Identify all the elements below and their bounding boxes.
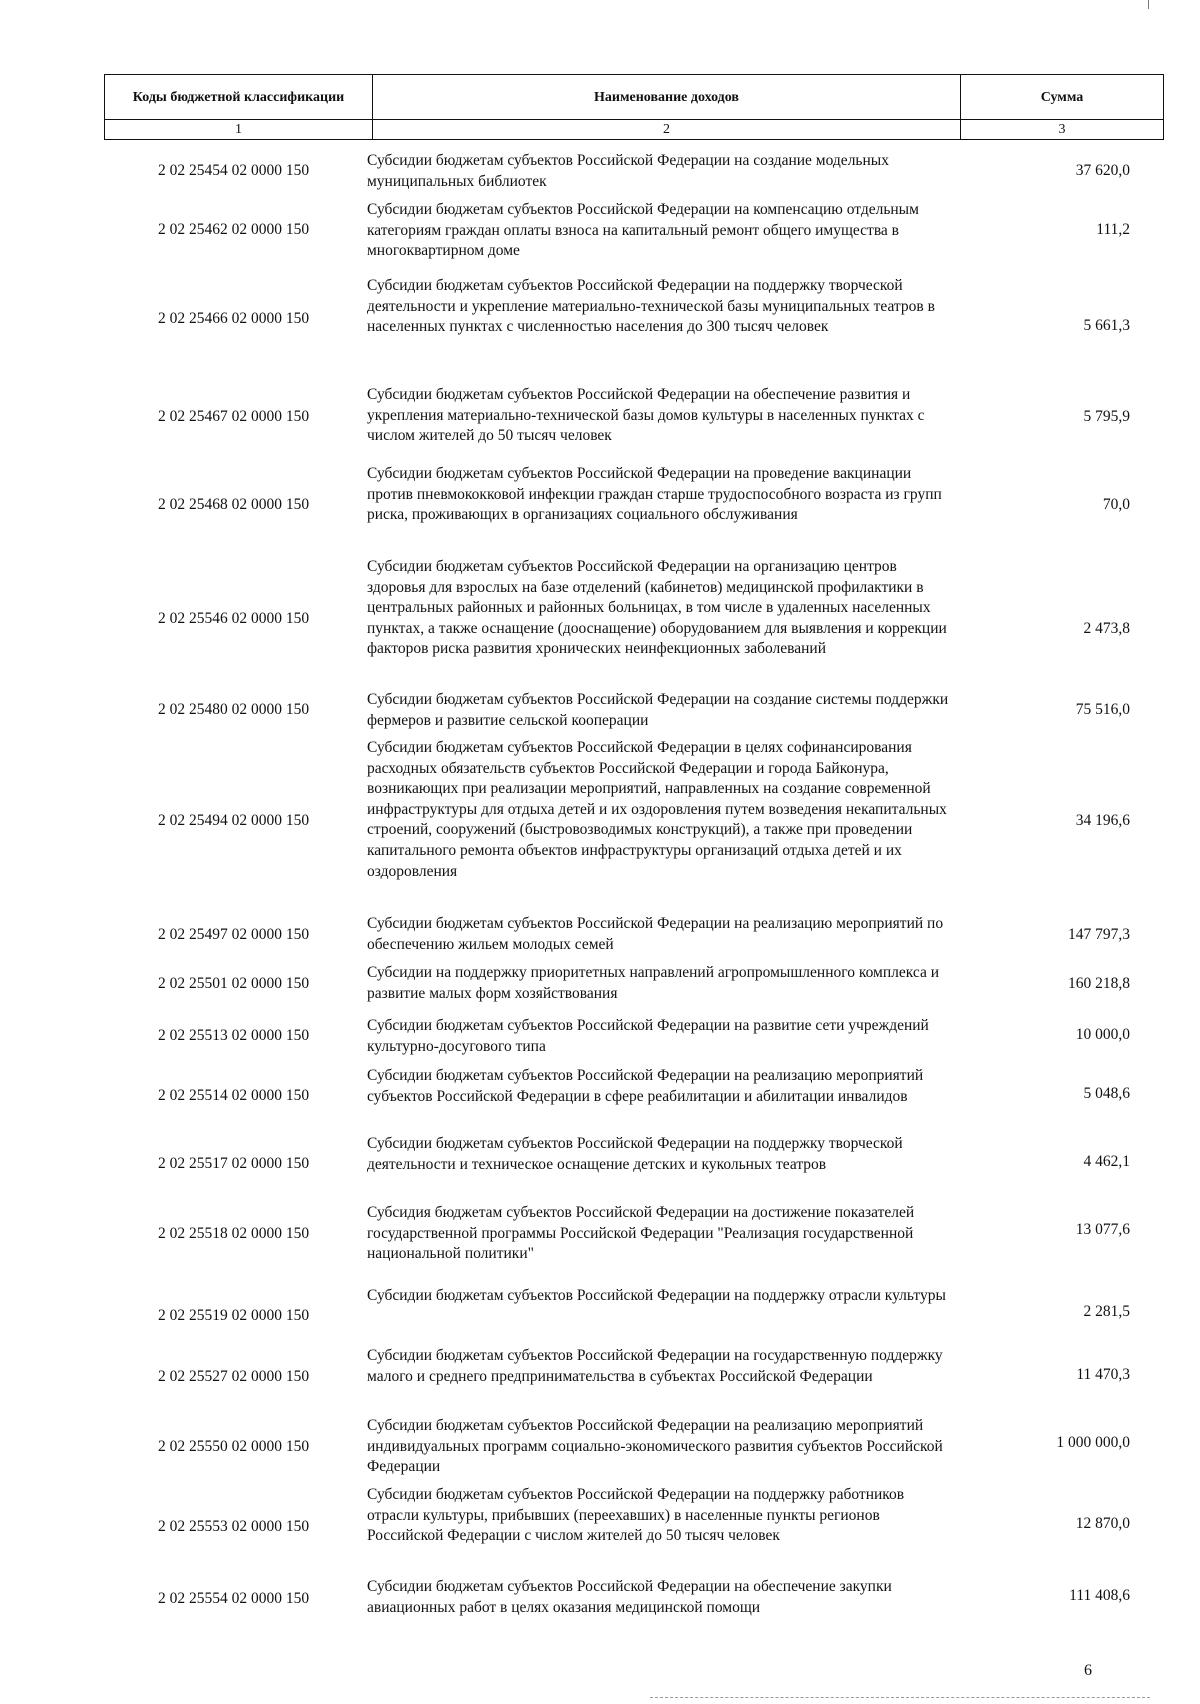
income-name: Субсидии бюджетам субъектов Российской Федерации на обеспечение закупки авиационных работ в целях оказания медицинской помощи: [367, 1578, 892, 1616]
header-col-number-3: 3: [961, 120, 1164, 140]
scan-artifact-line: [650, 1697, 1150, 1699]
scan-artifact-mark: [1148, 0, 1149, 9]
page-number: 6: [1084, 1662, 1092, 1679]
header-codes: Коды бюджетной классификации: [105, 75, 373, 120]
budget-code: 2 02 25554 02 0000 150: [157, 1590, 310, 1607]
amount: 2 281,5: [1083, 1303, 1130, 1320]
header-col-number-1: 1: [105, 120, 373, 140]
income-name: Субсидии бюджетам субъектов Российской Федерации на компенсацию отдельным категориям граждан оплаты взноса на капитальный ремонт общего имущества в многоквартирном доме: [367, 201, 919, 260]
income-name: Субсидии бюджетам субъектов Российской Федерации на реализацию мероприятий индивидуальных программ социально-экономического развития субъектов Российской Федерации: [367, 1417, 943, 1476]
budget-code: 2 02 25513 02 0000 150: [157, 1027, 310, 1044]
income-name: Субсидии бюджетам субъектов Российской Федерации на развитие сети учреждений культурно-досугового типа: [367, 1017, 929, 1055]
amount: 147 797,3: [1068, 926, 1130, 943]
income-name: Субсидии бюджетам субъектов Российской Федерации в целях софинансирования расходных обязательств субъектов Российской Федерации и города Байконура, возникающих при реализации мероприятий, направленных на создание современной инфраструктуры для отдыха детей и их оздоровления путем возведения некапитальных строений, сооружений (быстровозводимых конструкций), а также при проведении капитального ремонта объектов инфраструктуры организаций отдыха детей и их оздоровления: [367, 739, 947, 880]
income-name: Субсидии бюджетам субъектов Российской Федерации на поддержку творческой деятельности и техническое оснащение детских и кукольных театров: [367, 1135, 903, 1173]
budget-code: 2 02 25553 02 0000 150: [157, 1518, 310, 1535]
income-name: Субсидии бюджетам субъектов Российской Федерации на проведение вакцинации против пневмококковой инфекции граждан старше трудоспособного возраста из групп риска, проживающих в организациях социального обслуживания: [367, 465, 942, 524]
header-sum: Сумма: [961, 75, 1164, 120]
amount: 111,2: [1096, 221, 1130, 238]
amount: 12 870,0: [1075, 1515, 1130, 1532]
amount: 111 408,6: [1069, 1587, 1130, 1604]
amount: 160 218,8: [1068, 975, 1130, 992]
header-name: Наименование доходов: [373, 75, 961, 120]
table-header: [104, 74, 1164, 140]
income-name: Субсидии бюджетам субъектов Российской Федерации на реализацию мероприятий по обеспечению жильем молодых семей: [367, 915, 944, 953]
budget-code: 2 02 25480 02 0000 150: [157, 701, 310, 718]
income-name: Субсидии бюджетам субъектов Российской Федерации на организацию центров здоровья для взрослых на базе отделений (кабинетов) медицинской профилактики в центральных районных и районных больницах, в том числе в удаленных населенных пунктах, а также оснащение (дооснащение) оборудованием для выявления и коррекции факторов риска развития хронических неинфекционных заболеваний: [367, 558, 947, 658]
income-name: Субсидии бюджетам субъектов Российской Федерации на поддержку творческой деятельности и укрепление материально-технической базы муниципальных театров в населенных пунктах с численностью населения до 300 тысяч человек: [367, 277, 935, 336]
budget-code: 2 02 25466 02 0000 150: [157, 310, 310, 327]
amount: 4 462,1: [1083, 1153, 1130, 1170]
amount: 5 795,9: [1083, 408, 1130, 425]
amount: 11 470,3: [1076, 1366, 1130, 1383]
income-name: Субсидии бюджетам субъектов Российской Федерации на создание модельных муниципальных библиотек: [367, 152, 889, 190]
income-name: Субсидии бюджетам субъектов Российской Федерации на реализацию мероприятий субъектов Российской Федерации в сфере реабилитации и абилитации инвалидов: [367, 1067, 924, 1105]
amount: 2 473,8: [1083, 620, 1130, 637]
budget-code: 2 02 25514 02 0000 150: [157, 1087, 310, 1104]
amount: 10 000,0: [1075, 1026, 1130, 1043]
budget-code: 2 02 25462 02 0000 150: [157, 221, 310, 238]
amount: 5 661,3: [1083, 317, 1130, 334]
amount: 5 048,6: [1083, 1085, 1130, 1102]
budget-code: 2 02 25497 02 0000 150: [157, 926, 310, 943]
budget-code: 2 02 25518 02 0000 150: [157, 1225, 310, 1242]
amount: 13 077,6: [1075, 1221, 1130, 1238]
income-name: Субсидии бюджетам субъектов Российской Федерации на создание системы поддержки фермеров и развитие сельской кооперации: [367, 691, 949, 729]
budget-code: 2 02 25468 02 0000 150: [157, 496, 310, 513]
budget-code: 2 02 25519 02 0000 150: [157, 1307, 310, 1324]
budget-code: 2 02 25546 02 0000 150: [157, 610, 310, 627]
income-name: Субсидия бюджетам субъектов Российской Федерации на достижение показателей государственной программы Российской Федерации "Реализация государственной национальной политики": [367, 1204, 915, 1263]
budget-code: 2 02 25454 02 0000 150: [157, 162, 310, 179]
income-name: Субсидии на поддержку приоритетных направлений агропромышленного комплекса и развитие малых форм хозяйствования: [367, 964, 940, 1002]
budget-code: 2 02 25494 02 0000 150: [157, 812, 310, 829]
amount: 34 196,6: [1075, 812, 1130, 829]
income-name: Субсидии бюджетам субъектов Российской Федерации на поддержку отрасли культуры: [367, 1287, 946, 1304]
budget-code: 2 02 25517 02 0000 150: [157, 1155, 310, 1172]
amount: 70,0: [1102, 496, 1130, 513]
amount: 75 516,0: [1075, 701, 1130, 718]
income-name: Субсидии бюджетам субъектов Российской Федерации на поддержку работников отрасли культуры, прибывших (переехавших) в населенные пункты регионов Российской Федерации с числом жителей до 50 тысяч человек: [367, 1486, 905, 1545]
budget-code: 2 02 25467 02 0000 150: [157, 408, 310, 425]
income-name: Субсидии бюджетам субъектов Российской Федерации на обеспечение развития и укрепления материально-технической базы домов культуры в населенных пунктах с числом жителей до 50 тысяч человек: [367, 386, 925, 445]
header-col-number-2: 2: [373, 120, 961, 140]
income-name: Субсидии бюджетам субъектов Российской Федерации на государственную поддержку малого и среднего предпринимательства в субъектах Российской Федерации: [367, 1347, 943, 1385]
budget-code: 2 02 25550 02 0000 150: [157, 1438, 310, 1455]
budget-code: 2 02 25501 02 0000 150: [157, 975, 310, 992]
amount: 1 000 000,0: [1056, 1434, 1130, 1451]
budget-code: 2 02 25527 02 0000 150: [157, 1368, 310, 1385]
amount: 37 620,0: [1075, 162, 1130, 179]
